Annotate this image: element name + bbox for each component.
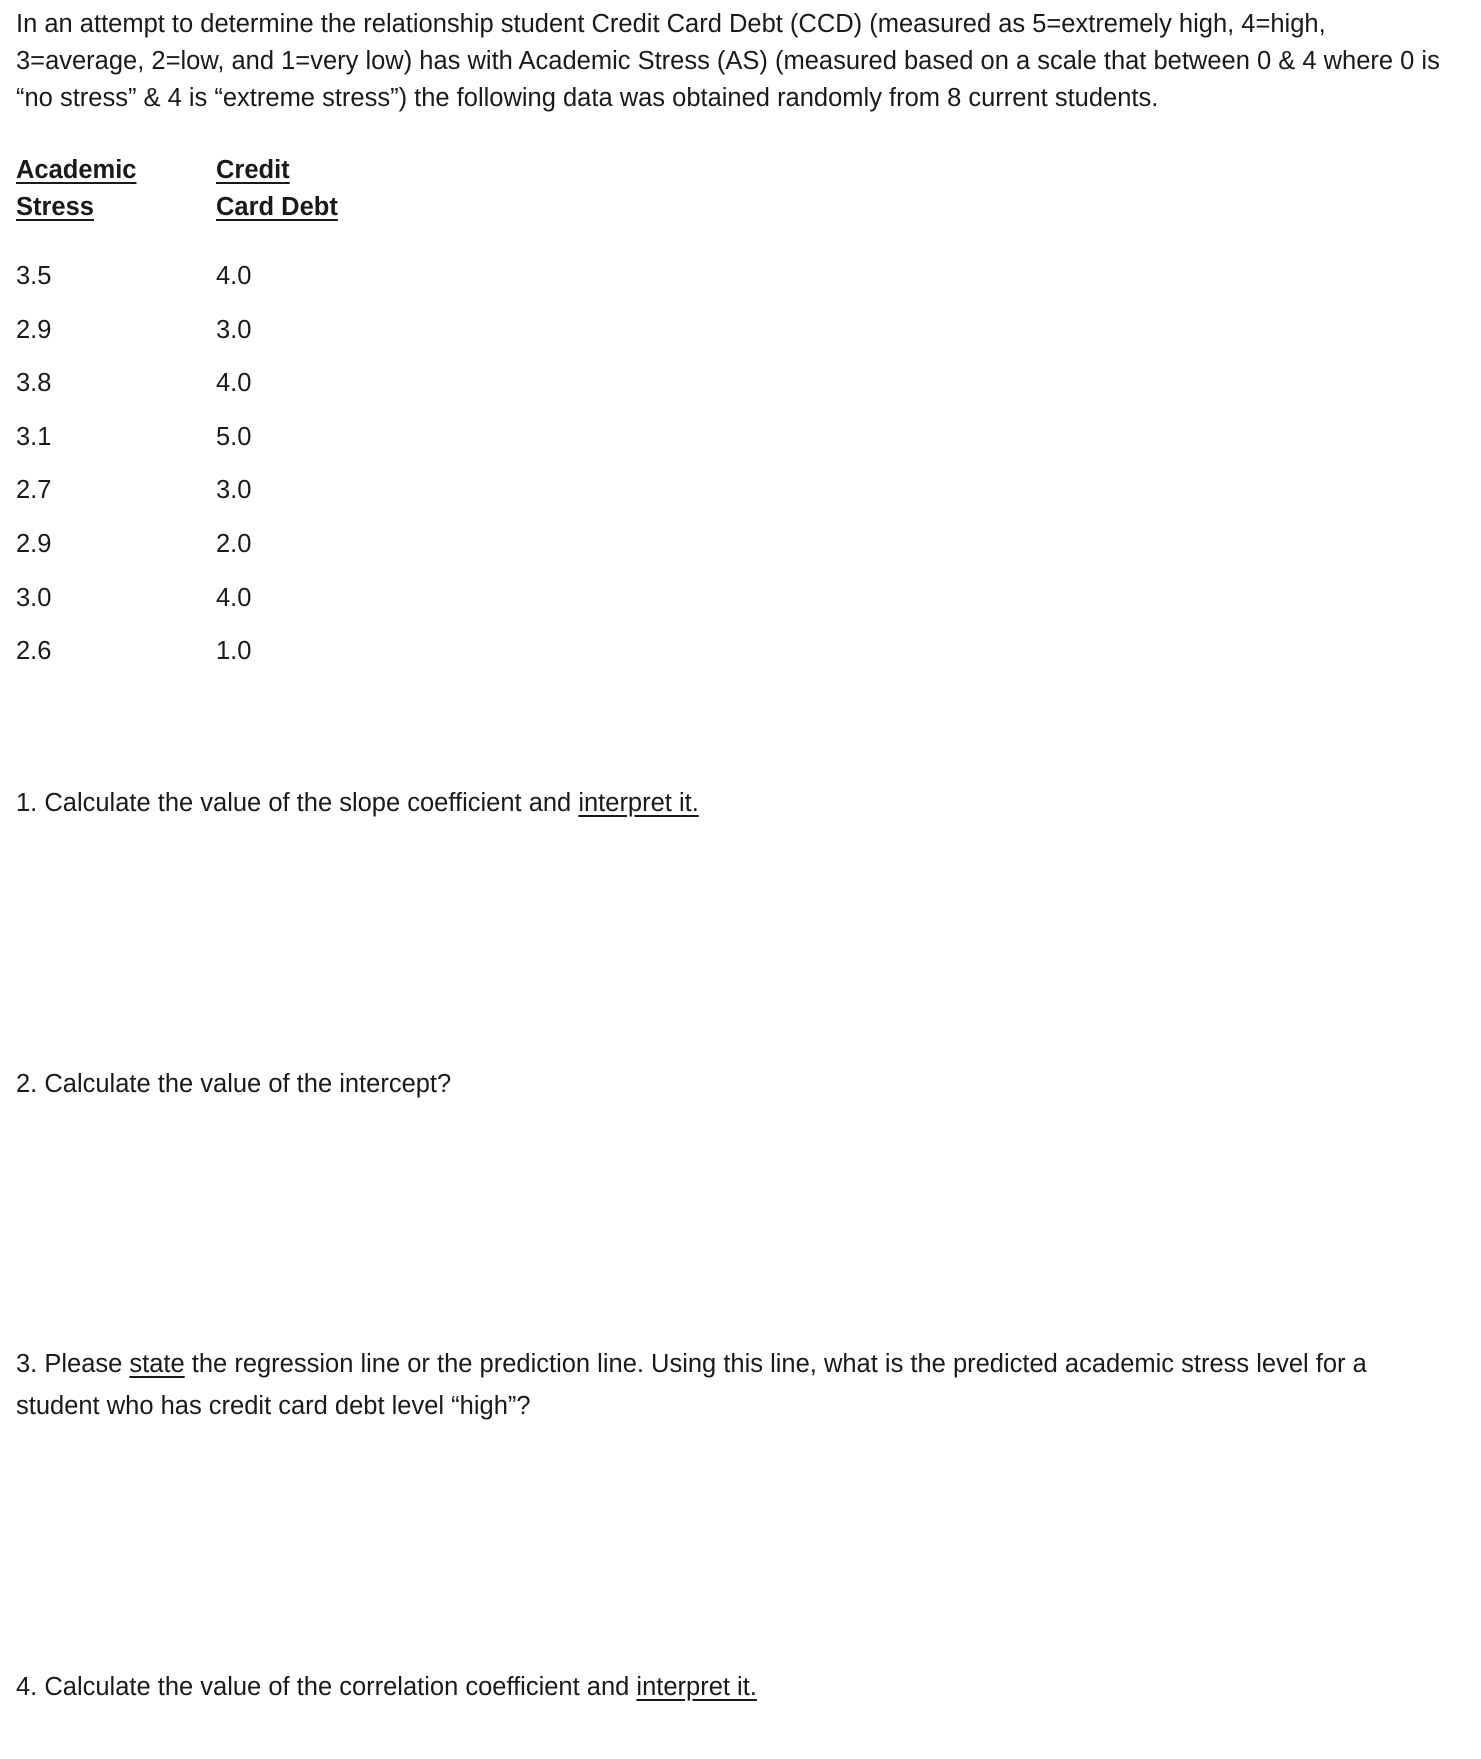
academic-stress-value: 3.8 xyxy=(16,369,52,398)
question-3-text: 3. Please xyxy=(16,1350,130,1378)
academic-stress-value: 3.0 xyxy=(16,583,52,612)
credit-card-debt-value: 2.0 xyxy=(216,529,252,558)
question-3-after: the regression line or the prediction line. Using this line, what is the predicted academic stress level for a student who has credit card debt level “high”? xyxy=(16,1350,1367,1420)
credit-card-debt-value: 3.0 xyxy=(216,315,252,344)
credit-card-debt-value: 4.0 xyxy=(216,369,252,398)
credit-card-debt-value: 4.0 xyxy=(216,583,252,612)
table-row xyxy=(16,476,336,530)
table-row xyxy=(16,262,336,316)
credit-card-debt-value: 3.0 xyxy=(216,476,252,505)
credit-card-debt-value: 1.0 xyxy=(216,637,252,666)
data-table xyxy=(16,262,336,691)
academic-stress-value: 2.9 xyxy=(16,315,52,344)
academic-stress-header xyxy=(16,152,136,226)
credit-card-debt-header-line1: Credit xyxy=(216,156,290,184)
table-row xyxy=(16,530,336,584)
question-3-underlined: state xyxy=(129,1350,185,1378)
academic-stress-value: 3.1 xyxy=(16,422,52,451)
question-4-text: 4. Calculate the value of the correlation coefficient and xyxy=(16,1673,637,1701)
credit-card-debt-header xyxy=(216,152,338,226)
academic-stress-value: 3.5 xyxy=(16,262,52,290)
academic-stress-header-line1: Academic xyxy=(16,156,137,184)
academic-stress-value: 2.9 xyxy=(16,529,52,558)
question-1 xyxy=(16,782,1456,824)
question-4-underlined: interpret it. xyxy=(636,1673,757,1701)
credit-card-debt-value: 5.0 xyxy=(216,422,252,451)
question-2: 2. Calculate the value of the intercept? xyxy=(16,1070,452,1098)
table-row xyxy=(16,423,336,477)
question-1-text: 1. Calculate the value of the slope coefficient and xyxy=(16,789,579,817)
table-row xyxy=(16,369,336,423)
academic-stress-value: 2.6 xyxy=(16,637,52,666)
table-row xyxy=(16,316,336,370)
academic-stress-value: 2.7 xyxy=(16,476,52,505)
table-row xyxy=(16,584,336,638)
credit-card-debt-header-line2: Card Debt xyxy=(216,193,338,221)
question-1-underlined: interpret it. xyxy=(578,789,699,817)
table-row xyxy=(16,637,336,691)
question-4 xyxy=(16,1666,1456,1708)
intro-paragraph: In an attempt to determine the relationship student Credit Card Debt (CCD) (measured as 5=extremely high, 4=high, 3=average, 2=low, and 1=very low) has with Academic Stress (AS) (measured based on a scale that between 0 & 4 where 0 is “no stress” & 4 is “extreme stress”) the following data was obtained randomly from 8 current students. xyxy=(16,10,1440,112)
credit-card-debt-value: 4.0 xyxy=(216,262,252,290)
question-3 xyxy=(16,1343,1456,1427)
academic-stress-header-line2: Stress xyxy=(16,193,94,221)
